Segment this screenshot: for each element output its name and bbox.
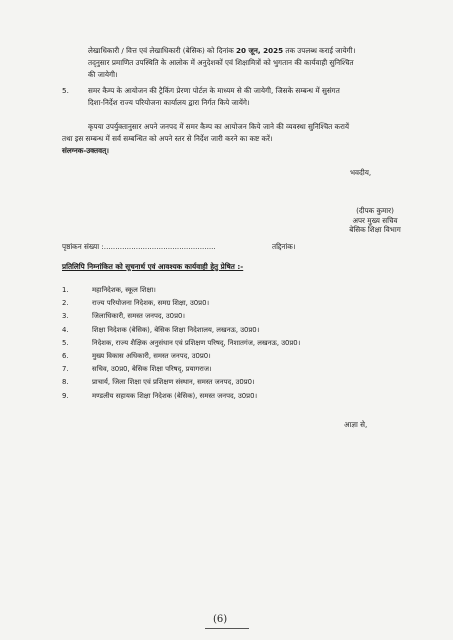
signatory-name: (दीपक कुमार) [356, 206, 394, 215]
closing-line2: तथा इस सम्बन्ध में सर्व सम्बन्धित को अपने स्तर से निर्देश जारी करने का कष्ट करें। [62, 134, 273, 143]
list-item: 7. सचिव, उ0प्र0, बेसिक शिक्षा परिषद्, प्रयागराज। [62, 365, 212, 374]
para4-line1: लेखाधिकारी / वित्त एवं लेखाधिकारी (बेसिक) को दिनांक 20 जून, 2025 तक उपलब्ध कराई जायेगी। [88, 46, 356, 55]
copy-heading: प्रतिलिपि निम्नांकित को सूचनार्थ एवं आवश्यक कार्यवाही हेतु प्रेषित :- [62, 262, 244, 271]
endorsement-number-blank: :................................................. [101, 242, 216, 251]
page-number-underline [205, 628, 249, 629]
signatory-department: बेसिक शिक्षा विभाग [349, 225, 401, 234]
list-item: 8. प्राचार्य, जिला शिक्षा एवं प्रशिक्षण संस्थान, समस्त जनपद, उ0प्र0। [62, 378, 255, 387]
recipient-list [62, 284, 300, 403]
list-item: 6. मुख्य विकास अधिकारी, समस्त जनपद, उ0प्र0। [62, 351, 211, 360]
list-item: 3. जिलाधिकारी, समस्त जनपद, उ0प्र0। [62, 312, 185, 321]
deadline-date: 20 जून, 2025 [236, 46, 284, 55]
para5-line2: दिशा-निर्देश राज्य परियोजना कार्यालय द्वारा निर्गत किये जायेंगे। [88, 98, 250, 107]
endorsement-number-label: पृष्ठांकन संख्या :................................................. [62, 242, 216, 251]
signature-block [330, 206, 420, 235]
by-order: आज्ञा से, [344, 420, 368, 429]
list-item: 5. निदेशक, राज्य शैक्षिक अनुसंधान एवं प्रशिक्षण परिषद्, निशातगंज, लखनऊ, उ0प्र0। [62, 338, 301, 347]
closing-line1: कृपया उपर्युक्तानुसार अपने जनपद में समर कैम्प का आयोजन किये जाने की व्यवस्था सुनिश्चित करायें [88, 122, 350, 131]
page-number: (6) [213, 614, 228, 625]
list-item: 4. शिक्षा निदेशक (बेसिक), बेसिक शिक्षा निदेशालय, लखनऊ, उ0प्र0। [62, 325, 260, 334]
para5-line1: समर कैम्प के आयोजन की ट्रैकिंग प्रेरणा पोर्टल के माध्यम से की जायेगी, जिसके सम्बन्ध में सुसंगत [88, 86, 340, 95]
yours-faithfully: भवदीय, [350, 168, 372, 177]
para5-number: 5. [62, 86, 69, 95]
para4-line3: की जायेगी। [88, 70, 118, 79]
endorsement-date-label: तद्दिनांक। [272, 242, 296, 251]
list-item: 1. महानिदेशक, स्कूल शिक्षा। [62, 286, 156, 294]
signatory-designation: अपर मुख्य सचिव [352, 215, 398, 225]
enclosure-note: संलग्नक-उक्तवत्। [62, 146, 109, 155]
para4-line2: तद्नुसार प्रमाणित उपस्थिति के आलोक में अनुदेशकों एवं शिक्षामित्रों को भुगतान की कार्यवाही सुनिश्चित [88, 58, 354, 67]
list-item: 2. राज्य परियोजना निदेशक, समग्र शिक्षा, उ0प्र0। [62, 299, 210, 308]
list-item: 9. मण्डलीय सहायक शिक्षा निदेशक (बेसिक), समस्त जनपद, उ0प्र0। [62, 391, 258, 400]
